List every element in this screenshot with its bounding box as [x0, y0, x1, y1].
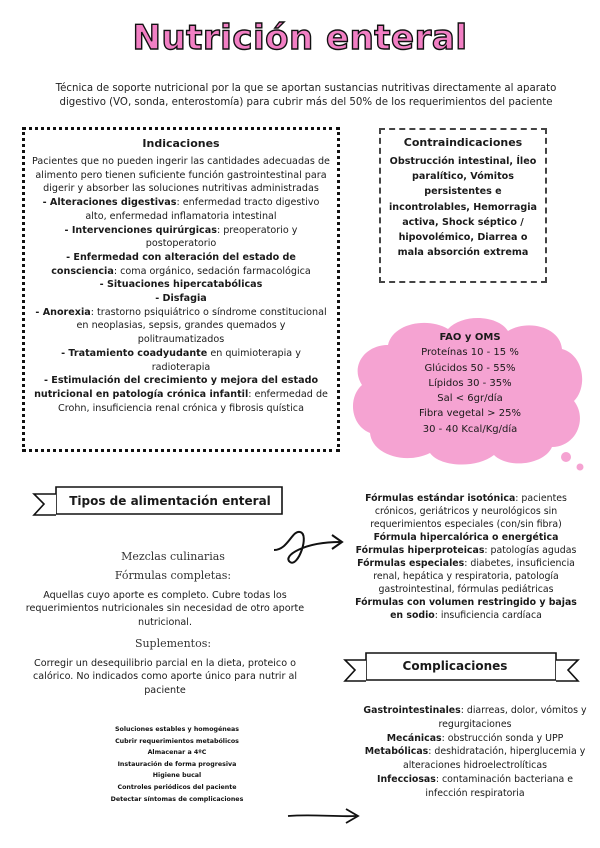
list-item: Detectar síntomas de complicaciones — [110, 795, 244, 803]
list-item: - Estimulación del crecimiento y mejora del estado nutricional en patología crónica infantil: enfermedad de Crohn, insuficiencia renal crónica y fibrosis quística — [34, 375, 328, 414]
list-item: Fórmulas estándar isotónica: pacientes crónicos, geriátricos y neurológicos sin requerimientos especiales (con/sin fibra) — [365, 493, 567, 530]
list-item: - Disfagia — [155, 293, 207, 305]
page-title: Nutrición enteral — [132, 18, 468, 58]
list-item: Higiene bucal — [152, 772, 202, 780]
list-item: Fórmulas especiales: diabetes, insuficiencia renal, hepática y respiratoria, patología gastrointestinal, fórmulas pediátricas — [357, 558, 575, 595]
fao-title: FAO y OMS — [439, 332, 501, 343]
indicaciones-list — [32, 155, 330, 415]
list-item: - Situaciones hipercatabólicas — [99, 279, 263, 291]
fao-recommendations — [380, 330, 560, 437]
formulas-completas-title: Fórmulas completas: — [114, 569, 232, 582]
curly-arrow-icon — [270, 520, 350, 580]
list-item: Lípidos 30 - 35% — [428, 377, 512, 389]
suplementos-title: Suplementos: — [134, 637, 212, 650]
complicaciones-list — [360, 704, 590, 801]
arrow-right-icon — [284, 804, 364, 828]
list-item: - Alteraciones digestivas: enfermedad tracto digestivo alto, enfermedad inflamatoria intestinal — [42, 197, 320, 222]
list-item: Metabólicas: deshidratación, hiperglucemia y alteraciones hidroelectrolíticas — [364, 746, 586, 772]
list-item: Controles periódicos del paciente — [117, 783, 237, 791]
list-item: Almacenar a 4ºC — [147, 749, 207, 757]
list-item: Sal < 6gr/día — [437, 393, 503, 405]
formulas-completas-desc: Aquellas cuyo aporte es completo. Cubre todas los requerimientos nutricionales sin necesidad de otro aporte nutricional. — [25, 590, 305, 628]
list-item: Instauración de forma progresiva — [117, 760, 237, 768]
intro-text: Técnica de soporte nutricional por la que se aportan sustancias nutritivas directamente al aparato digestivo (VO, sonda, enterostomía) para cubrir más del 50% de los requerimientos del paciente — [55, 83, 557, 108]
list-item: Glúcidos 50 - 55% — [424, 362, 516, 374]
indicaciones-title: Indicaciones — [142, 137, 220, 150]
list-item: - Tratamiento coadyudante en quimioterapia y radioterapia — [61, 347, 301, 373]
formula-types-list — [350, 492, 582, 622]
list-item: Fibra vegetal > 25% — [419, 408, 521, 420]
list-item: 30 - 40 Kcal/Kg/día — [422, 423, 518, 435]
list-item: Pacientes que no pueden ingerir las cantidades adecuadas de alimento pero tienen suficiente función gastrointestinal para digerir y absorber las soluciones nutritivas administradas — [32, 156, 330, 195]
list-item: Mecánicas: obstrucción sonda y UPP — [386, 732, 564, 744]
list-item: - Enfermedad con alteración del estado de consciencia: coma orgánico, sedación farmacológica — [51, 251, 311, 277]
tipos-banner: Tipos de alimentación enteral — [69, 494, 271, 508]
contraindicaciones-title: Contraindicaciones — [403, 136, 523, 149]
list-item: Proteínas 10 - 15 % — [421, 347, 519, 359]
reglas-list — [72, 724, 282, 805]
list-item: Fórmulas con volumen restringido y bajas en sodio: insuficiencia cardíaca — [355, 597, 577, 621]
list-item: Soluciones estables y homogéneas — [114, 726, 240, 733]
list-item: Gastrointestinales: diarreas, dolor, vómitos y regurgitaciones — [363, 705, 587, 730]
list-item: Fórmulas hiperproteicas: patologías agudas — [355, 545, 577, 556]
list-item: - Intervenciones quirúrgicas: preoperatorio y postoperatorio — [64, 224, 298, 250]
contraindicaciones-text: Obstrucción intestinal, Íleo paralítico, Vómitos persistentes e incontrolables, Hemorragia activa, Shock séptico / hipovolémico, Diarrea o mala absorción extrema — [389, 156, 537, 259]
mezclas-title: Mezclas culinarias — [121, 550, 225, 563]
list-item: - Anorexia: trastorno psiquiátrico o síndrome constitucional en neoplasias, sepsis, grandes quemados y politraumatizados — [35, 306, 327, 346]
list-item: Cubrir requerimientos metabólicos — [115, 737, 239, 745]
complicaciones-banner: Complicaciones — [402, 659, 508, 673]
list-item: Infecciosas: contaminación bacteriana e infección respiratoria — [376, 773, 574, 799]
list-item: Fórmula hipercalórica o energética — [373, 532, 559, 543]
suplementos-desc: Corregir un desequilibrio parcial en la dieta, proteico o calórico. No indicados como aporte único para nutrir al paciente — [33, 658, 297, 696]
